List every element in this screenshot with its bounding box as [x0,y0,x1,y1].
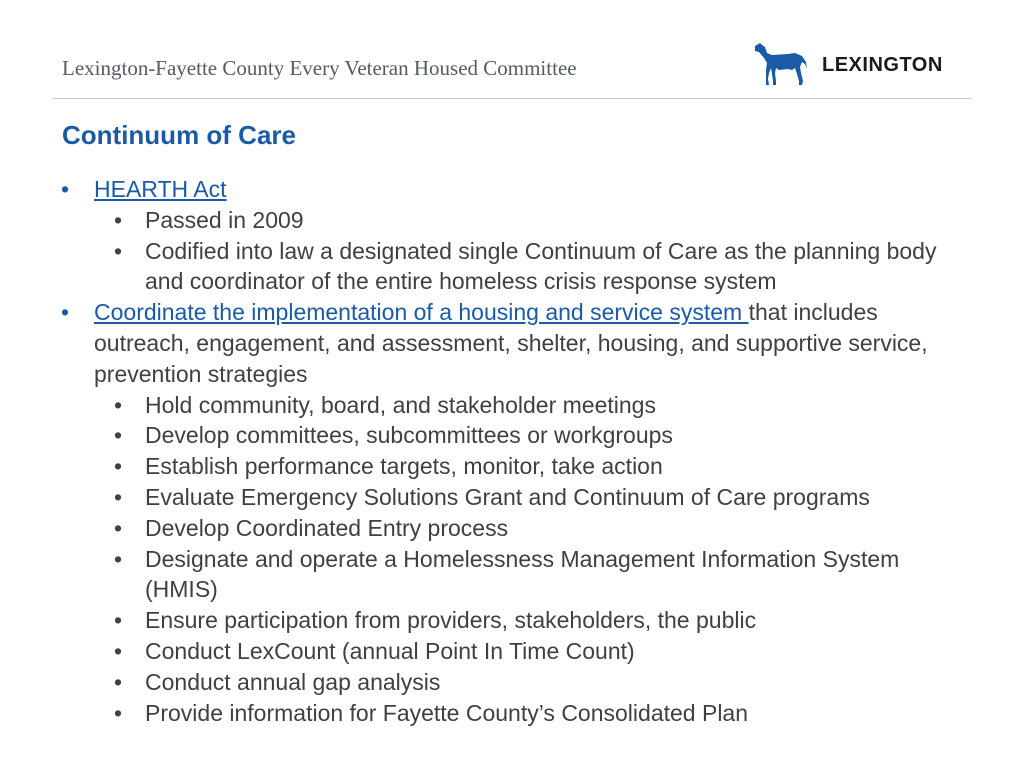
bullet-marker: • [114,237,123,264]
sub-bullet-item [58,451,978,482]
header-divider [52,98,972,99]
sub-bullet-item [58,205,978,236]
bullet-text: Codified into law a designated single Continuum of Care as the planning body and coordinator of the entire homeless crisis response system [145,237,937,295]
sub-bullet-item [58,698,978,729]
sub-bullet-item [58,513,978,544]
bullet-marker: • [61,299,70,326]
lexington-logo [752,40,972,88]
bullet-marker: • [114,453,123,480]
bullet-text: Conduct annual gap analysis [145,668,441,695]
logo-wordmark: LEXINGTON [822,54,943,76]
bullet-link[interactable]: Coordinate the implementation of a housing and service system [94,299,749,326]
bullet-marker: • [114,668,123,695]
bullet-link[interactable]: HEARTH Act [94,176,227,202]
bullet-text: Develop committees, subcommittees or workgroups [145,422,673,449]
sub-bullet-item [58,667,978,698]
bullet-marker: • [114,637,123,664]
bullet-marker: • [114,483,123,510]
bullet-text: Passed in 2009 [145,206,304,233]
bullet-marker: • [114,699,123,726]
bullet-marker: • [114,391,123,418]
slide-title: Continuum of Care [62,120,296,150]
bullet-marker: • [114,545,123,572]
sub-bullet-item [58,544,978,606]
sub-bullet-item [58,236,978,298]
sub-bullet-item [58,420,978,451]
header-title: Lexington-Fayette County Every Veteran Housed Committee [62,56,577,80]
bullet-text: Develop Coordinated Entry process [145,514,509,541]
bullet-text: Ensure participation from providers, stakeholders, the public [145,607,757,634]
bullet-text: Hold community, board, and stakeholder meetings [145,391,656,418]
bullet-text: that includes outreach, engagement, and assessment, shelter, housing, and supportive service, prevention strategies [94,299,928,387]
sub-bullet-item [58,482,978,513]
bullet-text: Conduct LexCount (annual Point In Time Count) [145,637,635,664]
bullet-list [58,174,978,728]
bullet-marker: • [114,514,123,541]
bullet-text: Designate and operate a Homelessness Management Information System (HMIS) [145,545,900,603]
sub-bullet-item [58,605,978,636]
bullet-text: Evaluate Emergency Solutions Grant and Continuum of Care programs [145,483,870,510]
sub-bullet-item [58,390,978,421]
bullet-marker: • [114,206,123,233]
bullet-item [58,174,978,205]
bullet-text: Establish performance targets, monitor, take action [145,453,663,480]
bullet-marker: • [61,176,70,202]
bullet-marker: • [114,422,123,449]
bullet-marker: • [114,607,123,634]
bullet-item [58,297,978,389]
sub-bullet-item [58,636,978,667]
bullet-text: Provide information for Fayette County’s Consolidated Plan [145,699,749,726]
horse-icon [752,40,810,88]
